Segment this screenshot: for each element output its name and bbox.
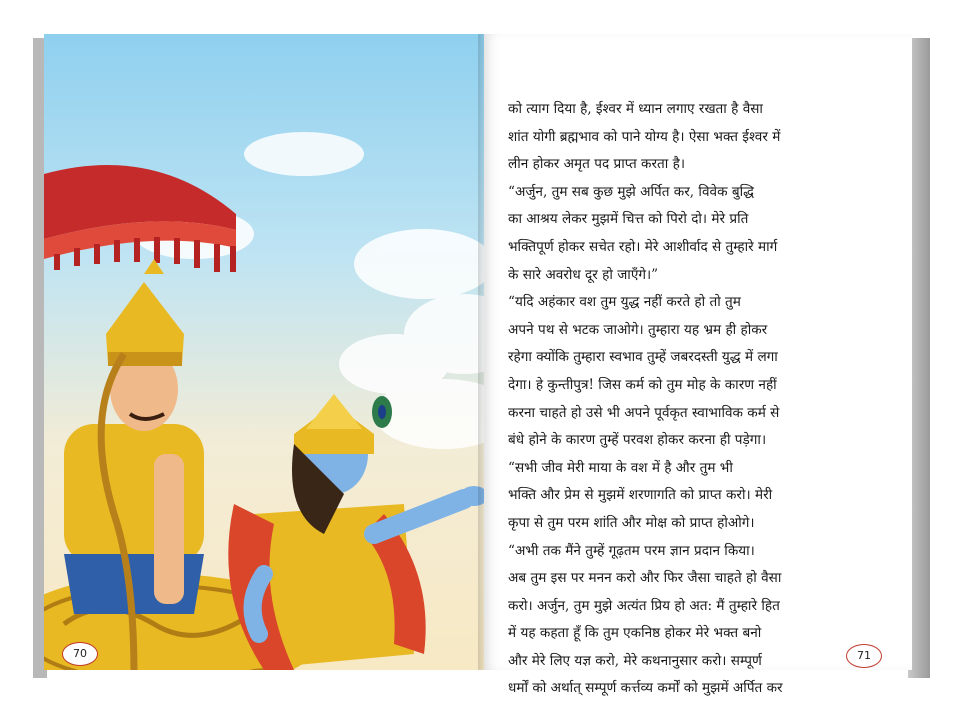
text-line: भक्ति और प्रेम से मुझमें शरणागति को प्राप्त करो। मेरी bbox=[508, 487, 773, 504]
text-line: अपने पथ से भटक जाओगे। तुम्हारा यह भ्रम ही होकर bbox=[508, 321, 768, 338]
text-line: रहेगा क्योंकि तुम्हारा स्वभाव तुम्हें जबरदस्ती युद्ध में लगा bbox=[508, 349, 778, 366]
text-line: शांत योगी ब्रह्मभाव को पाने योग्य है। ऐसा भक्त ईश्वर में bbox=[508, 128, 781, 145]
text-line: अब तुम इस पर मनन करो और फिर जैसा चाहते हो वैसा bbox=[508, 570, 782, 587]
text-line: भक्तिपूर्ण होकर सचेत रहो। मेरे आशीर्वाद से तुम्हारे मार्ग bbox=[508, 238, 778, 255]
left-page bbox=[44, 34, 484, 670]
clouds bbox=[134, 132, 484, 449]
page-number-right: 71 bbox=[846, 644, 882, 668]
arjuna-krishna-illustration bbox=[44, 34, 484, 670]
text-line: में यह कहता हूँ कि तुम एकनिष्ठ होकर मेरे भक्त बनो bbox=[508, 625, 762, 642]
text-line: “यदि अहंकार वश तुम युद्ध नहीं करते हो तो तुम bbox=[508, 294, 741, 311]
text-line: “अभी तक मैंने तुम्हें गूढ़तम परम ज्ञान प्रदान किया। bbox=[508, 542, 755, 559]
right-page bbox=[484, 34, 912, 697]
text-line: करो। अर्जुन, तुम मुझे अत्यंत प्रिय हो अत: मैं तुम्हारे हित bbox=[508, 597, 780, 614]
page-number-left: 70 bbox=[62, 642, 98, 666]
text-line: को त्याग दिया है, ईश्वर में ध्यान लगाए रखता है वैसा bbox=[508, 101, 763, 117]
text-line: का आश्रय लेकर मुझमें चित्त को पिरो दो। मेरे प्रति bbox=[508, 211, 749, 228]
text-line: और मेरे लिए यज्ञ करो, मेरे कथनानुसार करो। सम्पूर्ण bbox=[508, 652, 762, 669]
text-line: करना चाहते हो उसे भी अपने पूर्वकृत स्वाभाविक कर्म से bbox=[508, 404, 780, 421]
text-line: “अर्जुन, तुम सब कुछ मुझे अर्पित कर, विवेक बुद्धि bbox=[508, 183, 754, 200]
text-line: लीन होकर अमृत पद प्राप्त करता है। bbox=[508, 156, 685, 173]
text-line: देगा। हे कुन्तीपुत्र! जिस कर्म को तुम मोह के कारण नहीं bbox=[508, 376, 777, 393]
text-line: कृपा से तुम परम शांति और मोक्ष को प्राप्त होओगे। bbox=[508, 514, 755, 531]
text-line: धर्मों को अर्थात् सम्पूर्ण कर्त्तव्य कर्मों को मुझमें अर्पित कर bbox=[508, 680, 783, 697]
arjuna-figure bbox=[64, 259, 204, 670]
text-line: बंधे होने के कारण तुम्हें परवश होकर करना ही पड़ेगा। bbox=[508, 432, 767, 449]
page-text bbox=[508, 96, 838, 703]
text-line: “सभी जीव मेरी माया के वश में है और तुम भी bbox=[508, 459, 733, 476]
text-line: के सारे अवरोध दूर हो जाएँगे।” bbox=[508, 266, 659, 283]
